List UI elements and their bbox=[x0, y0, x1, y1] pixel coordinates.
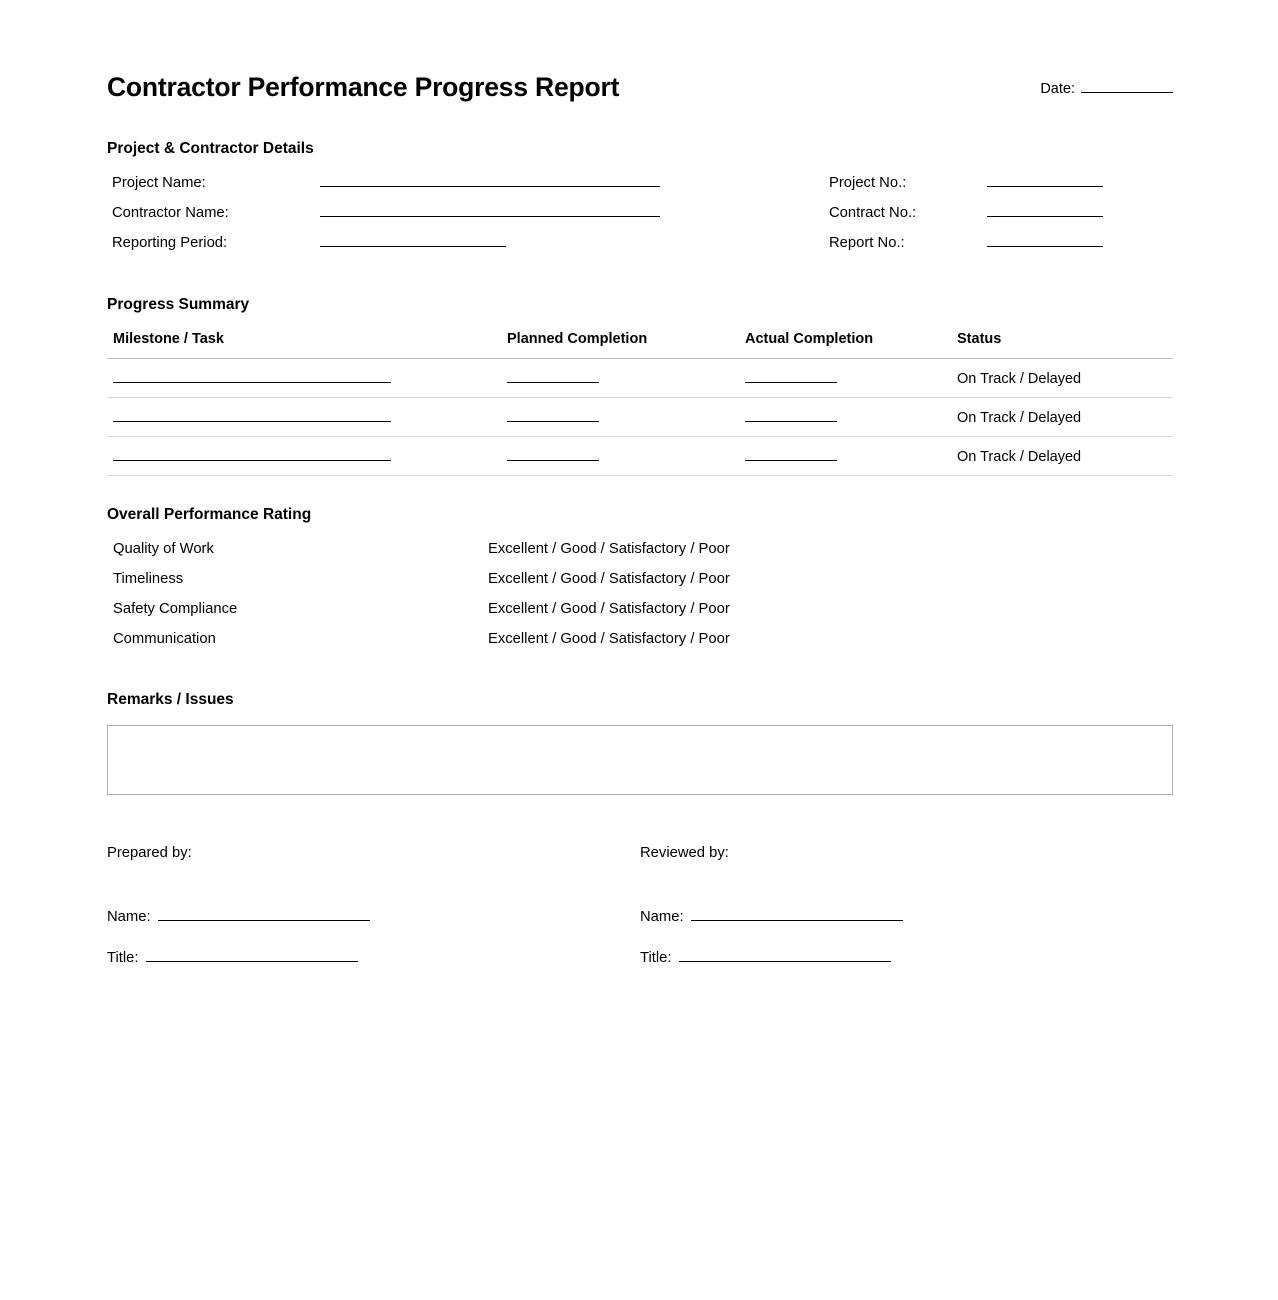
rating-scale-options[interactable]: Excellent / Good / Satisfactory / Poor bbox=[488, 541, 730, 558]
date-field bbox=[1040, 81, 1173, 102]
cell-actual bbox=[745, 398, 957, 437]
rating-row-timeliness bbox=[113, 571, 1173, 601]
rating-scale-options[interactable]: Excellent / Good / Satisfactory / Poor bbox=[488, 571, 730, 588]
rating-row-communication bbox=[113, 631, 1173, 661]
details-section-heading: Project & Contractor Details bbox=[107, 140, 314, 158]
task-input[interactable] bbox=[113, 460, 391, 461]
signature-section bbox=[107, 845, 1173, 991]
status-options[interactable]: On Track / Delayed bbox=[957, 371, 1082, 388]
cell-planned bbox=[507, 359, 745, 398]
document-header bbox=[107, 72, 1173, 102]
rating-criterion-label: Timeliness bbox=[113, 571, 184, 588]
details-section bbox=[107, 175, 1173, 265]
planned-date-input[interactable] bbox=[507, 421, 599, 422]
actual-date-input[interactable] bbox=[745, 382, 837, 383]
cell-status bbox=[957, 398, 1173, 437]
field-reporting-period bbox=[112, 235, 829, 265]
rating-scale-options[interactable]: Excellent / Good / Satisfactory / Poor bbox=[488, 601, 730, 618]
reviewed-by-label: Reviewed by: bbox=[640, 845, 729, 862]
field-report-no bbox=[829, 235, 1173, 265]
reporting-period-input[interactable] bbox=[320, 246, 506, 247]
project-no-input[interactable] bbox=[987, 186, 1103, 187]
field-label: Report No.: bbox=[829, 235, 905, 252]
table-row bbox=[107, 398, 1173, 437]
rating-row-quality bbox=[113, 541, 1173, 571]
rating-criterion-label: Quality of Work bbox=[113, 541, 214, 558]
task-input[interactable] bbox=[113, 421, 391, 422]
reviewed-by-name-input[interactable] bbox=[691, 920, 903, 921]
prepared-by-name-row bbox=[107, 909, 640, 950]
report-no-input[interactable] bbox=[987, 246, 1103, 247]
column-header-planned: Planned Completion bbox=[507, 331, 745, 359]
planned-date-input[interactable] bbox=[507, 460, 599, 461]
rating-row-safety bbox=[113, 601, 1173, 631]
table-row bbox=[107, 437, 1173, 476]
reviewed-by-title-input[interactable] bbox=[679, 961, 891, 962]
cell-actual bbox=[745, 437, 957, 476]
column-header-actual: Actual Completion bbox=[745, 331, 957, 359]
cell-task bbox=[107, 359, 507, 398]
column-header-task: Milestone / Task bbox=[107, 331, 507, 359]
table-row bbox=[107, 359, 1173, 398]
rating-scale-options[interactable]: Excellent / Good / Satisfactory / Poor bbox=[488, 631, 730, 648]
date-input-line[interactable] bbox=[1081, 92, 1173, 93]
contract-no-input[interactable] bbox=[987, 216, 1103, 217]
prepared-by-title-input[interactable] bbox=[146, 961, 358, 962]
cell-task bbox=[107, 437, 507, 476]
details-left-column bbox=[107, 175, 829, 265]
actual-date-input[interactable] bbox=[745, 421, 837, 422]
title-label: Title: bbox=[640, 950, 672, 967]
reviewed-by-name-row bbox=[640, 909, 1173, 950]
field-label: Project Name: bbox=[112, 175, 206, 192]
status-options[interactable]: On Track / Delayed bbox=[957, 449, 1082, 466]
rating-criterion-label: Safety Compliance bbox=[113, 601, 238, 618]
title-label: Title: bbox=[107, 950, 139, 967]
status-options[interactable]: On Track / Delayed bbox=[957, 410, 1082, 427]
field-contract-no bbox=[829, 205, 1173, 235]
table-header-row bbox=[107, 331, 1173, 359]
date-label: Date: bbox=[1040, 81, 1075, 98]
document-body bbox=[107, 72, 1173, 991]
cell-status bbox=[957, 437, 1173, 476]
details-right-column bbox=[829, 175, 1173, 265]
name-label: Name: bbox=[107, 909, 151, 926]
rating-list bbox=[107, 541, 1173, 661]
rating-criterion-label: Communication bbox=[113, 631, 216, 648]
cell-planned bbox=[507, 437, 745, 476]
cell-planned bbox=[507, 398, 745, 437]
progress-section-heading: Progress Summary bbox=[107, 296, 250, 314]
prepared-by-label: Prepared by: bbox=[107, 845, 192, 862]
project-name-input[interactable] bbox=[320, 186, 660, 187]
task-input[interactable] bbox=[113, 382, 391, 383]
progress-summary-table bbox=[107, 331, 1173, 476]
prepared-by-block bbox=[107, 845, 640, 991]
cell-status bbox=[957, 359, 1173, 398]
field-project-name bbox=[112, 175, 829, 205]
rating-section-heading: Overall Performance Rating bbox=[107, 506, 312, 524]
column-header-status: Status bbox=[957, 331, 1173, 359]
planned-date-input[interactable] bbox=[507, 382, 599, 383]
reviewed-by-block bbox=[640, 845, 1173, 991]
field-label: Reporting Period: bbox=[112, 235, 228, 252]
field-label: Contractor Name: bbox=[112, 205, 229, 222]
field-label: Contract No.: bbox=[829, 205, 917, 222]
contractor-name-input[interactable] bbox=[320, 216, 660, 217]
field-label: Project No.: bbox=[829, 175, 907, 192]
field-contractor-name bbox=[112, 205, 829, 235]
remarks-textarea[interactable] bbox=[107, 725, 1173, 795]
name-label: Name: bbox=[640, 909, 684, 926]
field-project-no bbox=[829, 175, 1173, 205]
reviewed-by-title-row bbox=[640, 950, 1173, 991]
page-title: Contractor Performance Progress Report bbox=[107, 72, 620, 102]
cell-actual bbox=[745, 359, 957, 398]
remarks-section-heading: Remarks / Issues bbox=[107, 691, 234, 709]
prepared-by-name-input[interactable] bbox=[158, 920, 370, 921]
actual-date-input[interactable] bbox=[745, 460, 837, 461]
prepared-by-title-row bbox=[107, 950, 640, 991]
cell-task bbox=[107, 398, 507, 437]
